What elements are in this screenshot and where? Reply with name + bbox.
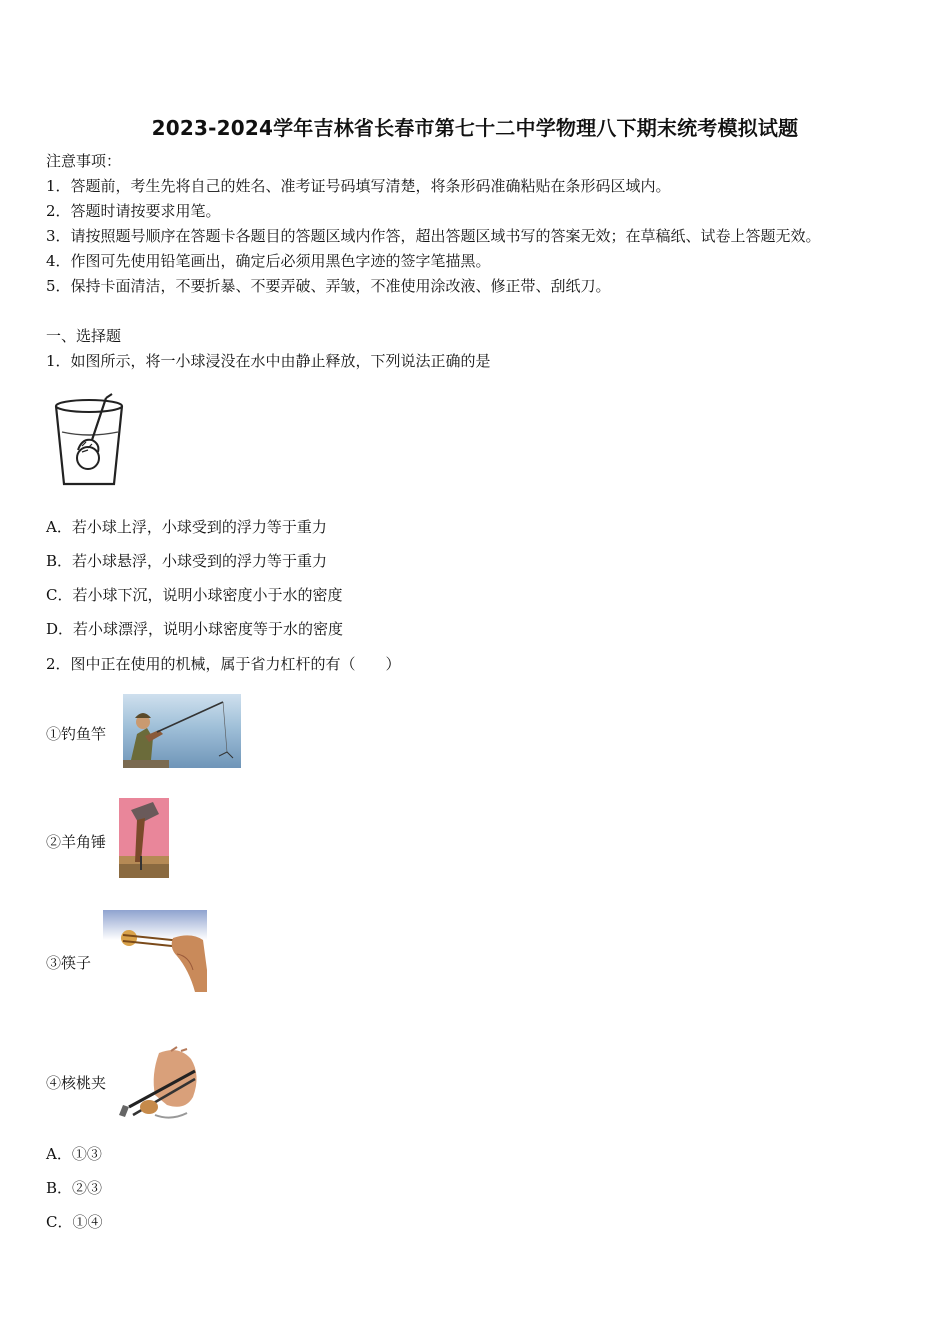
notice-item-5: 5．保持卡面清洁，不要折暴、不要弄破、弄皱，不准使用涂改液、修正带、刮纸刀。 — [46, 277, 611, 295]
q2-item-nutcracker: ④核桃夹 — [46, 1074, 107, 1092]
q1-option-d: D．若小球漂浮，说明小球密度等于水的密度 — [46, 620, 344, 638]
fishing-rod-photo — [123, 694, 241, 768]
q2-item-chopsticks: ③筷子 — [46, 954, 92, 972]
chopsticks-photo — [103, 910, 207, 992]
notice-item-3: 3．请按照题号顺序在答题卡各题目的答题区域内作答，超出答题区域书写的答案无效；在草稿纸、试卷上答题无效。 — [46, 227, 821, 245]
q2-option-b: B．②③ — [46, 1179, 103, 1197]
q2-option-a: A．①③ — [46, 1145, 102, 1163]
page-title: 2023-2024学年吉林省长春市第七十二中学物理八下期末统考模拟试题 — [151, 116, 799, 140]
notice-item-1: 1．答题前，考生先将自己的姓名、准考证号码填写清楚，将条形码准确粘贴在条形码区域内。 — [46, 177, 671, 195]
notice-item-4: 4．作图可先使用铅笔画出，确定后必须用黑色字迹的签字笔描黑。 — [46, 252, 491, 270]
section-heading: 一、选择题 — [46, 327, 122, 345]
q1-stem: 1．如图所示，将一小球浸没在水中由静止释放，下列说法正确的是 — [46, 352, 491, 370]
q2-option-c: C．①④ — [46, 1213, 103, 1231]
q2-stem: 2．图中正在使用的机械，属于省力杠杆的有（ ） — [46, 655, 401, 673]
q2-item-fishing-rod: ①钓鱼竿 — [46, 725, 107, 743]
q1-option-a: A．若小球上浮，小球受到的浮力等于重力 — [46, 518, 327, 536]
claw-hammer-photo — [119, 798, 169, 878]
notice-item-2: 2．答题时请按要求用笔。 — [46, 202, 221, 220]
q1-option-c: C．若小球下沉，说明小球密度小于水的密度 — [46, 586, 343, 604]
q1-figure-glass-ball — [52, 392, 128, 490]
q2-item-claw-hammer: ②羊角锤 — [46, 833, 107, 851]
nutcracker-photo — [115, 1045, 201, 1125]
notice-heading: 注意事项： — [46, 152, 122, 170]
q1-option-b: B．若小球悬浮，小球受到的浮力等于重力 — [46, 552, 328, 570]
